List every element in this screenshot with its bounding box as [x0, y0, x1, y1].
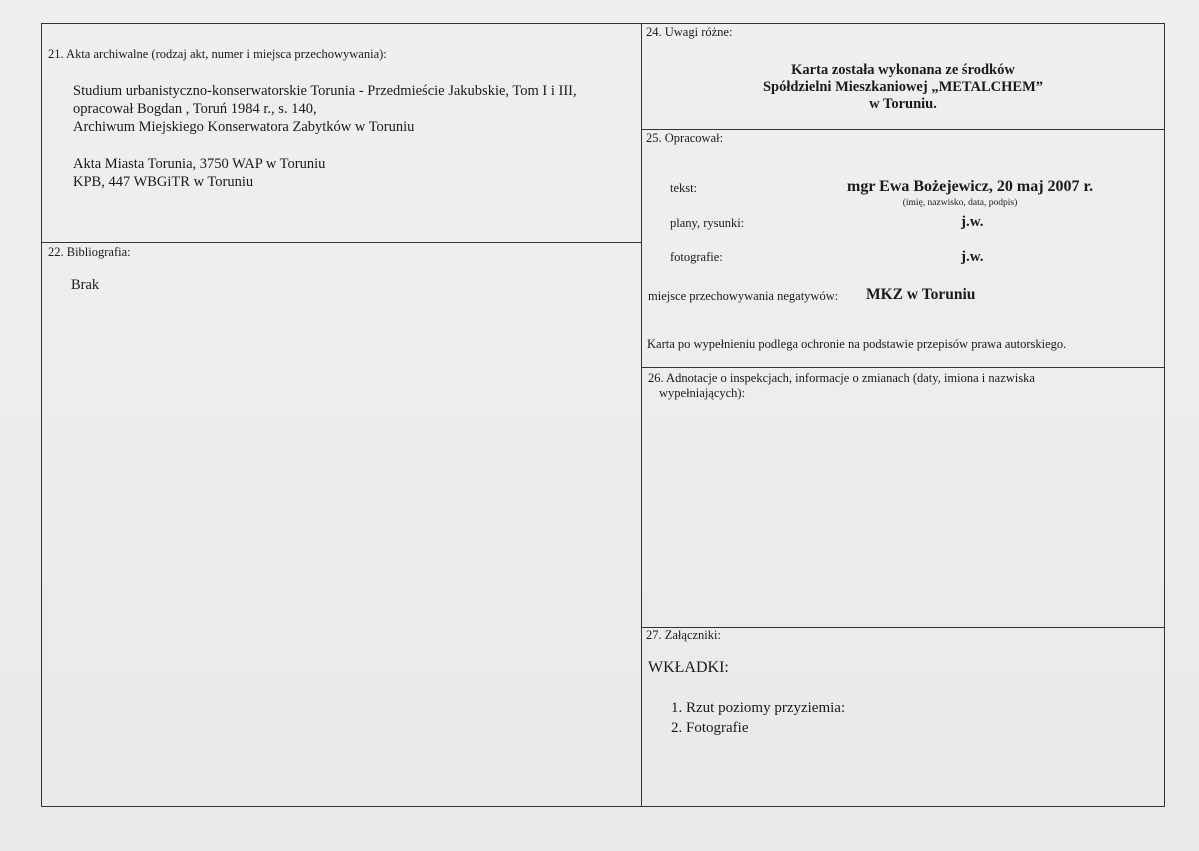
- section-21-line-2: opracował Bogdan , Toruń 1984 r., s. 140,: [73, 101, 317, 117]
- section-22-value: Brak: [71, 277, 100, 293]
- attachment-item-1: 1. Rzut poziomy przyziemia:: [671, 700, 846, 716]
- tekst-hint: (imię, nazwisko, data, podpis): [902, 198, 1018, 208]
- section-21-line-4: Akta Miasta Torunia, 3750 WAP w Toruniu: [73, 156, 326, 172]
- negatywy-label: miejsce przechowywania negatywów:: [648, 289, 839, 303]
- section-21-line-3: Archiwum Miejskiego Konserwatora Zabytków w Toruniu: [73, 119, 415, 135]
- wkladki-title: WKŁADKI:: [648, 659, 729, 676]
- negatywy-value: MKZ w Toruniu: [866, 286, 976, 303]
- section-24-heading: 24. Uwagi różne:: [646, 25, 733, 39]
- copyright-note: Karta po wypełnieniu podlega ochronie na podstawie przepisów prawa autorskiego.: [647, 337, 1067, 351]
- section-22-heading: 22. Bibliografia:: [48, 245, 131, 259]
- divider-21-22: [41, 242, 642, 243]
- form-frame: [41, 23, 1165, 807]
- section-24-line-3: w Toruniu.: [869, 96, 937, 112]
- divider-25-26: [641, 367, 1165, 368]
- plany-value: j.w.: [961, 214, 984, 230]
- column-divider: [641, 23, 642, 807]
- section-26-heading-2: wypełniających):: [659, 386, 746, 400]
- section-27-heading: 27. Załączniki:: [646, 628, 721, 642]
- foto-value: j.w.: [961, 249, 984, 265]
- foto-label: fotografie:: [670, 250, 723, 264]
- section-21-line-1: Studium urbanistyczno-konserwatorskie Torunia - Przedmieście Jakubskie, Tom I i III,: [73, 83, 577, 99]
- divider-24-25: [641, 129, 1165, 130]
- section-26-heading-1: 26. Adnotacje o inspekcjach, informacje o zmianach (daty, imiona i nazwiska: [648, 371, 1035, 385]
- tekst-label: tekst:: [670, 181, 698, 195]
- section-24-line-1: Karta została wykonana ze środków: [791, 62, 1015, 78]
- attachment-item-2: 2. Fotografie: [671, 720, 749, 736]
- section-21-line-5: KPB, 447 WBGiTR w Toruniu: [73, 174, 254, 190]
- plany-label: plany, rysunki:: [670, 216, 745, 230]
- section-21-heading: 21. Akta archiwalne (rodzaj akt, numer i miejsca przechowywania):: [48, 47, 387, 61]
- section-24-line-2: Spółdzielni Mieszkaniowej „METALCHEM”: [762, 79, 1044, 95]
- tekst-value: mgr Ewa Bożejewicz, 20 maj 2007 r.: [847, 178, 1094, 195]
- section-25-heading: 25. Opracował:: [646, 131, 724, 145]
